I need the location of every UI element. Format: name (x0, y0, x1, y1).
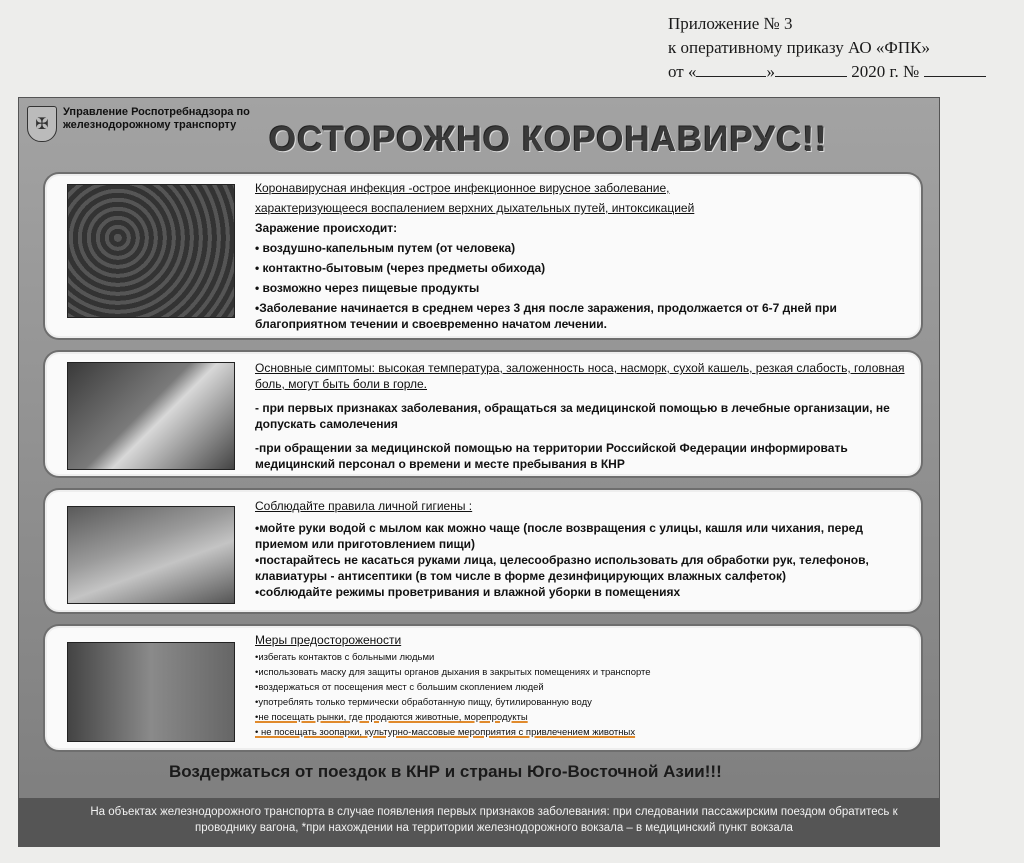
appendix-number: Приложение № 3 (668, 14, 793, 33)
list-item: •Заболевание начинается в среднем через 3 дня после заражения, продолжается от 6-7 дней при благоприятном течении и своевременно начатом лечении. (255, 301, 837, 331)
panel-infection-text (255, 180, 911, 332)
day-blank (696, 62, 766, 77)
date-year: 2020 г. № (851, 62, 920, 81)
month-blank (775, 62, 847, 77)
handwashing-image (67, 506, 235, 604)
list-item: • воздушно-капельным путем (от человека) (255, 241, 516, 255)
poster (18, 97, 940, 847)
virus-image (67, 184, 235, 318)
symptoms-heading: Основные симптомы: высокая температура, заложенность носа, насморк, сухой кашель, резкая слабость, головная боль, могут быть боли в горле. (255, 361, 905, 391)
hygiene-heading: Соблюдайте правила личной гигиены : (255, 499, 473, 513)
date-prefix: от « (668, 62, 697, 81)
list-item: •не посещать рынки, где продаются животные, морепродукты (255, 712, 528, 723)
panel-infection (45, 174, 921, 338)
list-item: •соблюдайте режимы проветривания и влажной уборки в помещениях (255, 585, 681, 599)
panel-symptoms (45, 352, 921, 476)
list-item: - при первых признаках заболевания, обращаться за медицинской помощью в лечебные организации, не допускать самолечения (255, 401, 890, 431)
list-item: • возможно через пищевые продукты (255, 281, 480, 295)
panel-symptoms-text (255, 360, 911, 472)
appendix-header (668, 12, 1018, 84)
number-blank (924, 62, 986, 77)
panel-hygiene (45, 490, 921, 612)
appendix-order-ref: к оперативному приказу АО «ФПК» (668, 38, 930, 57)
list-item: • не посещать зоопарки, культурно-массовые мероприятия с привлечением животных (255, 727, 636, 738)
list-item: •мойте руки водой с мылом как можно чаще (после возвращения с улицы, кашля или чихания, перед приемом или приготовлением пищи) (255, 521, 863, 551)
infection-heading-1: Коронавирусная инфекция -острое инфекционное вирусное заболевание, (255, 181, 670, 195)
panel-precautions (45, 626, 921, 750)
list-item: -при обращении за медицинской помощью на территории Российской Федерации информировать медицинский персонал о времени и месте пребывания в КНР (255, 441, 848, 471)
infection-heading-2: характеризующееся воспалением верхних дыхательных путей, интоксикацией (255, 201, 695, 215)
date-mid: » (766, 62, 775, 81)
emblem-icon: ✠ (27, 106, 57, 142)
list-item: • контактно-бытовым (через предметы обихода) (255, 261, 546, 275)
agency-block (27, 106, 253, 142)
panel-precautions-text (255, 632, 911, 740)
travel-warning: Воздержаться от поездок в КНР и страны Юго-Восточной Азии!!! (169, 762, 722, 781)
sneezing-woman-image (67, 362, 235, 470)
agency-name: Управление Роспотребнадзора по железнодорожному транспорту (63, 106, 250, 131)
list-item: •употреблять только термически обработанную пищу, бутилированную воду (255, 697, 592, 708)
list-item: •использовать маску для защиты органов дыхания в закрытых помещениях и транспорте (255, 667, 651, 678)
poster-title: ОСТОРОЖНО КОРОНАВИРУС!! (269, 120, 828, 159)
infection-subheading: Заражение происходит: (255, 221, 398, 235)
precautions-heading: Меры предосторожености (255, 633, 402, 647)
man-with-mask-image (67, 642, 235, 742)
list-item: •воздержаться от посещения мест с большим скоплением людей (255, 682, 544, 693)
list-item: •постарайтесь не касаться руками лица, целесообразно использовать для обработки рук, телефонов, клавиатуры - антисептики (в том числе в форме дезинфицирующих влажных салфеток) (255, 553, 869, 583)
footer-notice: На объектах железнодорожного транспорта в случае появления первых признаков заболевания: при следовании пассажирским поездом обратитесь к проводнику вагона, *при нахождении на территории железнодорожного вокзала – в медицинский пункт вокзала (19, 798, 939, 846)
list-item: •избегать контактов с больными людьми (255, 652, 435, 663)
appendix-date-line (668, 60, 1018, 84)
panel-hygiene-text (255, 498, 911, 600)
